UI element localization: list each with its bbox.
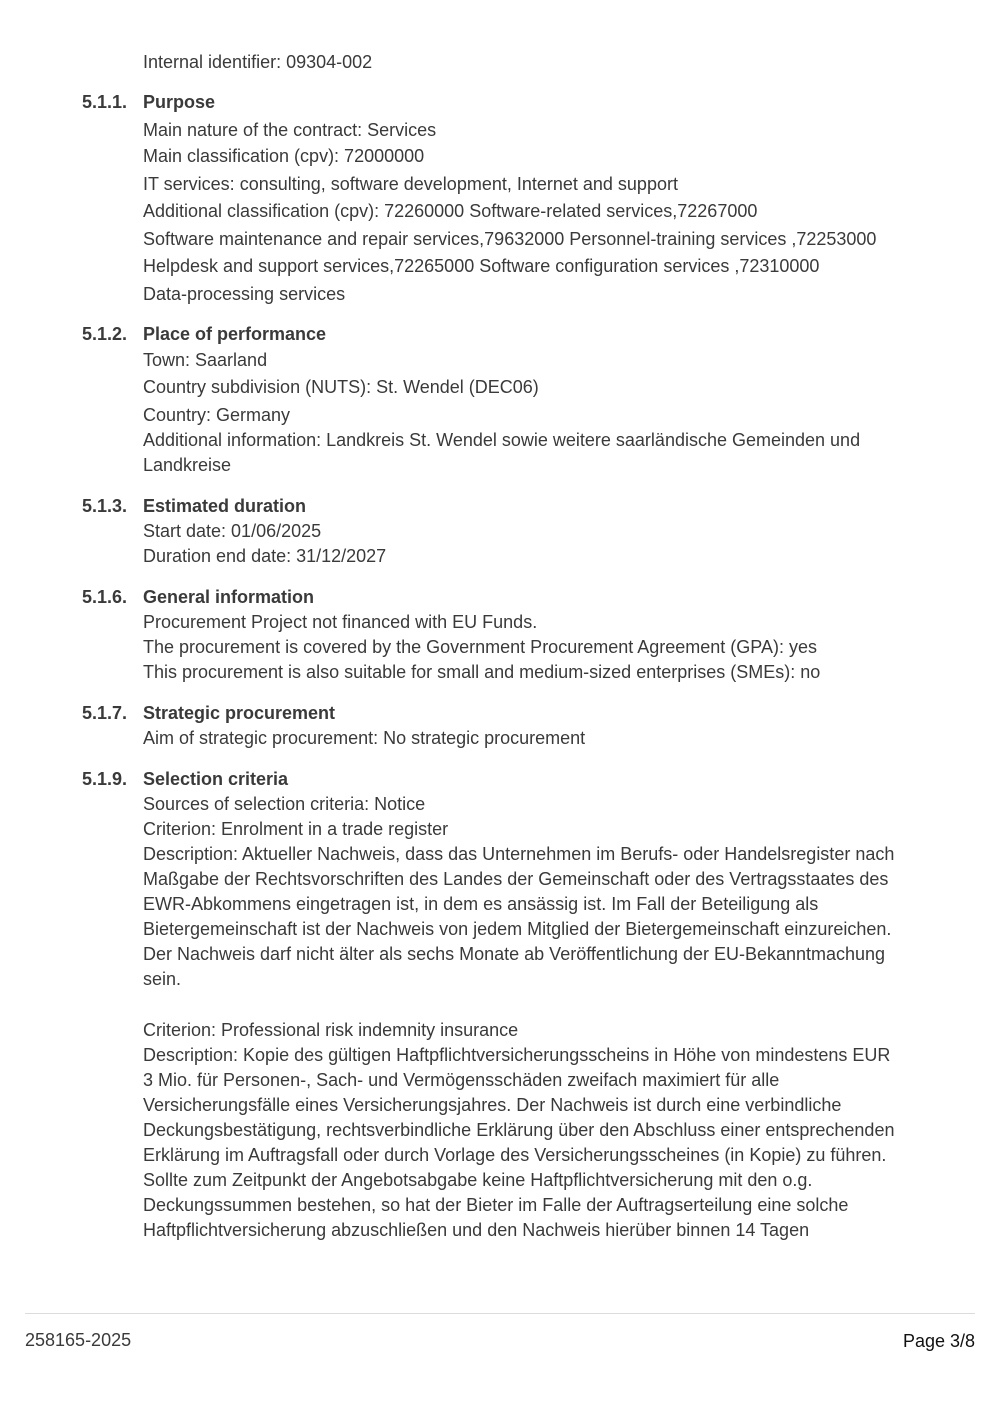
general-line: This procurement is also suitable for small and medium-sized enterprises (SMEs): no — [143, 662, 821, 682]
internal-identifier: Internal identifier: 09304-002 — [143, 52, 373, 72]
footer-divider — [25, 1313, 975, 1314]
section-number-place: 5.1.2. — [82, 324, 128, 344]
general-line: Procurement Project not financed with EU Funds. — [143, 612, 538, 632]
duration-line: Start date: 01/06/2025 — [143, 521, 322, 541]
place-line: Landkreise — [143, 455, 232, 475]
section-number-duration: 5.1.3. — [82, 496, 128, 516]
section-number-strategic: 5.1.7. — [82, 703, 128, 723]
duration-line: Duration end date: 31/12/2027 — [143, 546, 387, 566]
selection-line: Criterion: Enrolment in a trade register — [143, 819, 449, 839]
section-number-general: 5.1.6. — [82, 587, 128, 607]
selection-line: Sources of selection criteria: Notice — [143, 794, 426, 814]
purpose-line: Main nature of the contract: Services — [143, 120, 437, 140]
place-line: Additional information: Landkreis St. Wendel sowie weitere saarländische Gemeinden und — [143, 430, 861, 450]
criterion-description-insurance: Description: Kopie des gültigen Haftpflichtversicherungsscheins in Höhe von mindestens EUR 3 Mio. für Personen-, Sach- und Vermögensschäden zweifach maximiert für alle Versicherungsfälle eines Versicherungsjahres. Der Nachweis ist durch eine verbindliche Deckungsbestätigung, rechtsverbindliche Erklärung über den Abschluss einer entsprechenden Erklärung im Auftragsfall oder durch Vorlage des Versicherungsscheines (in Kopie) zu führen. Sollte zum Zeitpunkt der Angebotsabgabe keine Haftpflichtversicherung mit den o.g. Deckungssummen bestehen, so hat der Bieter im Falle der Auftragserteilung eine solche Haftpflichtversicherung abzuschließen und den Nachweis hierüber binnen 14 Tagen — [143, 1045, 895, 1240]
purpose-line: Helpdesk and support services,72265000 Software configuration services ,72310000 — [143, 256, 820, 276]
place-line: Town: Saarland — [143, 350, 268, 370]
purpose-line: Software maintenance and repair services,79632000 Personnel-training services ,72253000 — [143, 229, 877, 249]
section-title-general: General information — [143, 587, 315, 607]
notice-id: 258165-2025 — [25, 1330, 132, 1350]
section-number-selection: 5.1.9. — [82, 769, 128, 789]
purpose-line: Main classification (cpv): 72000000 — [143, 146, 425, 166]
purpose-line: Data-processing services — [143, 284, 346, 304]
section-title-selection: Selection criteria — [143, 769, 289, 789]
section-title-purpose: Purpose — [143, 92, 216, 112]
purpose-line: IT services: consulting, software development, Internet and support — [143, 174, 678, 194]
purpose-line: Additional classification (cpv): 72260000 Software-related services,72267000 — [143, 201, 758, 221]
section-title-duration: Estimated duration — [143, 496, 307, 516]
general-line: The procurement is covered by the Government Procurement Agreement (GPA): yes — [143, 637, 817, 657]
section-number-purpose: 5.1.1. — [82, 92, 128, 112]
place-line: Country subdivision (NUTS): St. Wendel (DEC06) — [143, 377, 539, 397]
criterion-insurance: Criterion: Professional risk indemnity insurance — [143, 1020, 519, 1040]
section-title-strategic: Strategic procurement — [143, 703, 336, 723]
place-line: Country: Germany — [143, 405, 291, 425]
strategic-line: Aim of strategic procurement: No strategic procurement — [143, 728, 586, 748]
criterion-description-trade-register: Description: Aktueller Nachweis, dass das Unternehmen im Berufs- oder Handelsregister nach Maßgabe der Rechtsvorschriften des Landes der Gemeinschaft oder des Vertragsstaates des EWR-Abkommens eingetragen ist, in dem es ansässig ist. Im Fall der Beteiligung als Bietergemeinschaft ist der Nachweis von jedem Mitglied der Bietergemeinschaft einzureichen. Der Nachweis darf nicht älter als sechs Monate ab Veröffentlichung der EU-Bekanntmachung sein. — [143, 844, 895, 989]
section-title-place: Place of performance — [143, 324, 327, 344]
page-number: Page 3/8 — [902, 1331, 975, 1351]
